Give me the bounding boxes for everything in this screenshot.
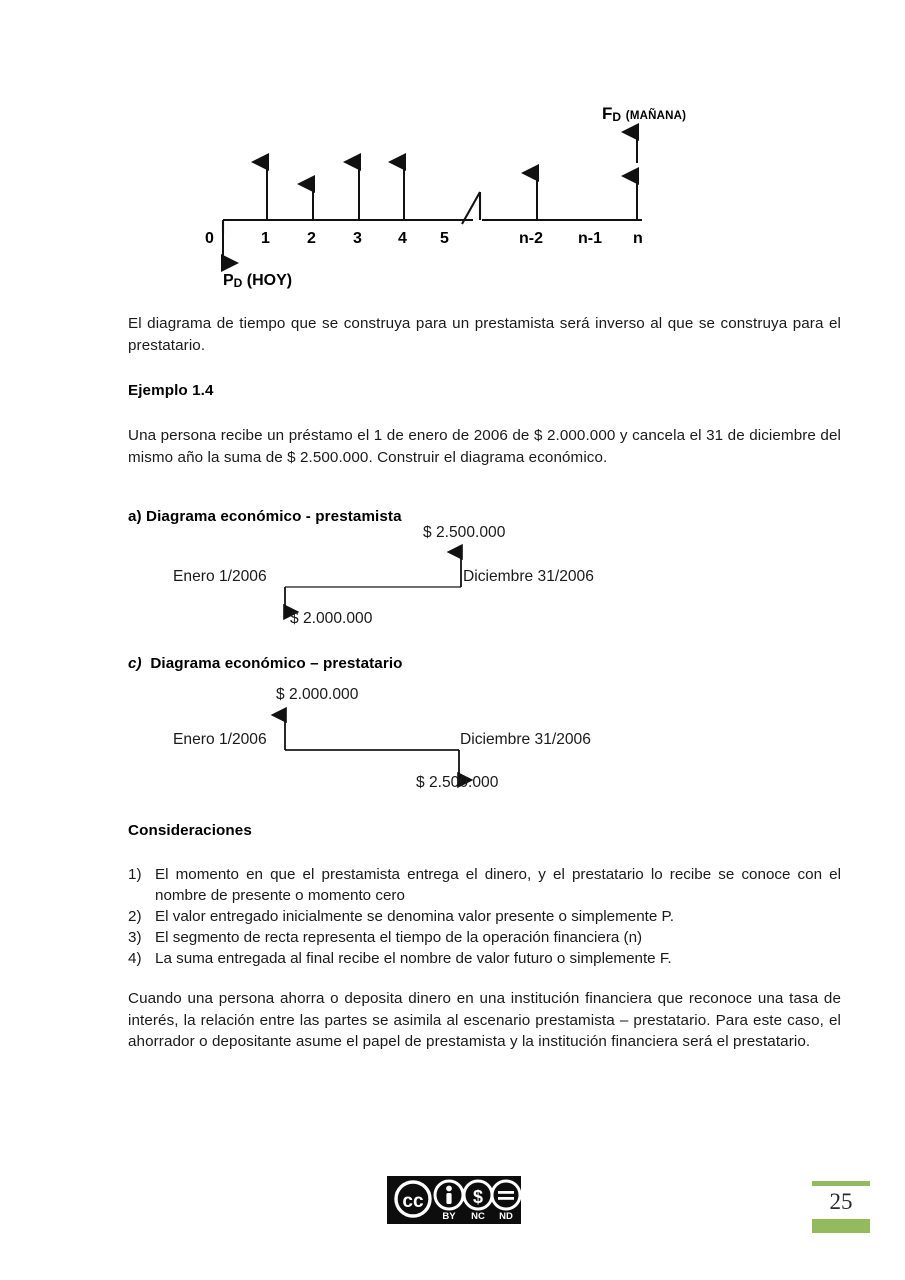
tick-label-3: 3 — [353, 230, 362, 247]
present-value-suffix: (HOY) — [246, 272, 293, 289]
svg-text:$: $ — [472, 1187, 484, 1207]
future-value-suffix: (MAÑANA) — [625, 110, 687, 122]
future-value-symbol: F — [602, 104, 613, 123]
tick-label-n-1: n-1 — [578, 230, 602, 247]
cc-term-by: BY — [442, 1211, 456, 1222]
list-item-number: 4) — [128, 950, 142, 967]
diagram-a-figure — [128, 524, 848, 648]
considerations-heading: Consideraciones — [128, 822, 252, 839]
creative-commons-badge — [387, 1176, 521, 1224]
diagram-a-end-label: Diciembre 31/2006 — [463, 568, 594, 585]
list-item-number: 2) — [128, 908, 142, 925]
tick-label-2: 2 — [307, 230, 316, 247]
tick-label-5: 5 — [440, 230, 449, 247]
list-item — [128, 864, 841, 906]
list-item-number: 3) — [128, 929, 142, 946]
page-number: 25 — [829, 1189, 853, 1214]
diagram-a-up-amount: $ 2.500.000 — [423, 524, 506, 541]
cc-term-nd: ND — [499, 1211, 513, 1222]
diagram-c-up-amount: $ 2.000.000 — [276, 686, 359, 703]
diagram-c-end-label: Diciembre 31/2006 — [460, 731, 591, 748]
intro-paragraph: El diagrama de tiempo que se construya para un prestamista será inverso al que se construya para el prestatario. — [128, 315, 841, 354]
tick-label-1: 1 — [261, 230, 270, 247]
closing-paragraph: Cuando una persona ahorra o deposita dinero en una institución financiera que reconoce una tasa de interés, la relación entre las partes se asimila al escenario prestamista – prestatario. Para este caso, el ahorrador o depositante asume el papel de prestamista y la institución financiera será el prestatario. — [128, 990, 841, 1050]
example-body-paragraph: Una persona recibe un préstamo el 1 de enero de 2006 de $ 2.000.000 y cancela el 31 de diciembre del mismo año la suma de $ 2.500.000. Construir el diagrama económico. — [128, 427, 841, 466]
diagram-c-prefix: c) — [128, 655, 142, 672]
diagram-a-start-label: Enero 1/2006 — [173, 568, 267, 585]
present-value-subscript: D — [233, 276, 243, 290]
future-value-label — [602, 104, 686, 124]
list-item-text: El momento en que el prestamista entrega el dinero, y el prestatario lo recibe se conoce con el nombre de presente o momento cero — [155, 866, 841, 904]
cc-badge-icon — [387, 1176, 521, 1224]
cc-term-nc: NC — [471, 1211, 485, 1222]
considerations-list — [128, 864, 841, 969]
future-value-subscript: D — [612, 110, 622, 124]
diagram-c-down-amount: $ 2.500.000 — [416, 774, 499, 791]
present-value-label — [223, 272, 292, 290]
list-item-text: La suma entregada al final recibe el nombre de valor futuro o simplemente F. — [155, 950, 672, 967]
diagram-c-heading — [128, 655, 403, 672]
cash-flow-timeline-diagram — [190, 100, 730, 305]
diagram-c-figure — [128, 686, 848, 812]
svg-text:cc: cc — [402, 1191, 424, 1212]
page-number-box — [812, 1181, 870, 1233]
diagram-c-start-label: Enero 1/2006 — [173, 731, 267, 748]
example-heading: Ejemplo 1.4 — [128, 382, 214, 399]
diagram-a-down-amount: $ 2.000.000 — [290, 610, 373, 627]
list-item — [128, 927, 841, 948]
list-item-text: El valor entregado inicialmente se denomina valor presente o simplemente P. — [155, 908, 674, 925]
list-item — [128, 906, 841, 927]
tick-label-0: 0 — [205, 230, 214, 247]
diagram-a-prefix: a) — [128, 508, 142, 525]
page-number-accent-bottom — [812, 1219, 870, 1233]
diagram-a-title: Diagrama económico - prestamista — [146, 508, 402, 525]
diagram-a-heading — [128, 508, 402, 525]
list-item-number: 1) — [128, 866, 142, 883]
diagram-c-title: Diagrama económico – prestatario — [150, 655, 403, 672]
tick-label-n: n — [633, 230, 643, 247]
list-item-text: El segmento de recta representa el tiempo de la operación financiera (n) — [155, 929, 643, 946]
list-item — [128, 948, 841, 969]
tick-label-4: 4 — [398, 230, 407, 247]
present-value-symbol: P — [223, 272, 234, 289]
tick-label-n-2: n-2 — [519, 230, 543, 247]
